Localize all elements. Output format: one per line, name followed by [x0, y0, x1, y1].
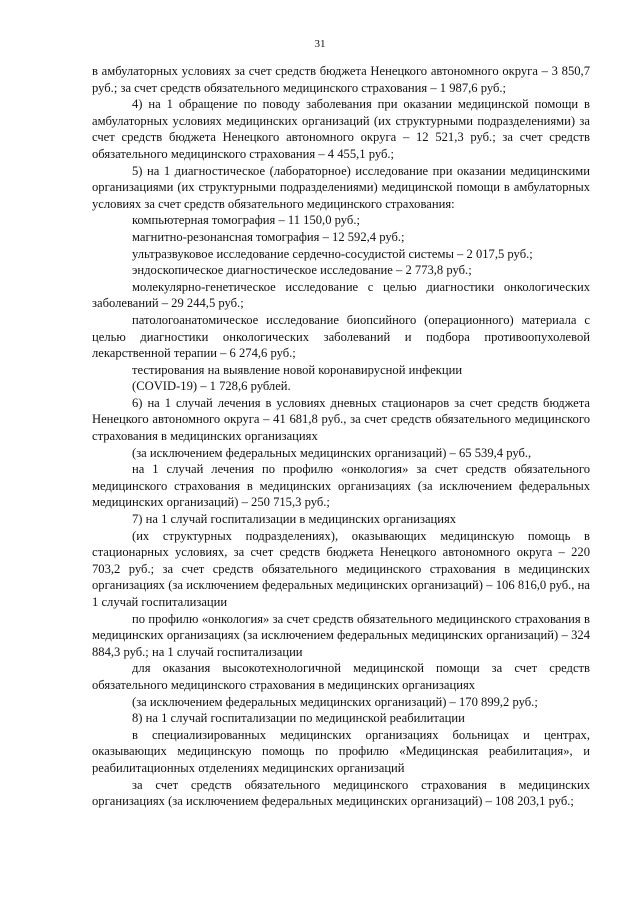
- paragraph: эндоскопическое диагностическое исследование – 2 773,8 руб.;: [132, 263, 472, 278]
- paragraph: компьютерная томография – 11 150,0 руб.;: [132, 213, 360, 228]
- paragraph: для оказания высокотехнологичной медицинской помощи за счет средств обязательного медицинского страхования в медицинских организациях: [92, 661, 590, 692]
- paragraph: (за исключением федеральных медицинских организаций) – 170 899,2 руб.;: [132, 694, 538, 709]
- paragraph: по профилю «онкология» за счет средств обязательного медицинского страхования в медицинских организациях (за исключением федеральных медицинских организаций) – 324 884,3 руб.; на 1 случай госпитализации: [92, 611, 590, 659]
- paragraph: патологоанатомическое исследование биопсийного (операционного) материала с целью диагностики онкологических заболеваний и подбора противоопухолевой лекарственной терапии – 6 274,6 руб.;: [92, 312, 590, 361]
- document-body: [92, 63, 590, 810]
- paragraph: тестирования на выявление новой коронавирусной инфекции: [132, 362, 463, 377]
- paragraph: 4) на 1 обращение по поводу заболевания при оказании медицинской помощи в амбулаторных условиях медицинских организаций (их структурными подразделениями) за счет средств бюджета Ненецкого автономного округа – 12 521,3 руб.; за счет средств обязательного медицинского страхования – 4 455,1 руб.;: [92, 97, 590, 161]
- paragraph: 8) на 1 случай госпитализации по медицинской реабилитации: [132, 711, 465, 726]
- paragraph: в амбулаторных условиях за счет средств бюджета Ненецкого автономного округа – 3 850,7 руб.; за счет средств обязательного медицинского страхования – 1 987,6 руб.;: [92, 64, 590, 95]
- paragraph: (COVID-19) – 1 728,6 рублей.: [132, 379, 291, 394]
- paragraph: 5) на 1 диагностическое (лабораторное) исследование при оказании медицинскими организациями (их структурными подразделениями) медицинской помощи в амбулаторных условиях за счет средств обязательного медицинского страхования:: [92, 163, 590, 211]
- paragraph: на 1 случай лечения по профилю «онкология» за счет средств обязательного медицинского страхования в медицинских организациях (за исключением федеральных медицинских организаций) – 250 715,3 руб.;: [92, 462, 590, 510]
- page-number: 31: [314, 38, 326, 50]
- paragraph: молекулярно-генетическое исследование с целью диагностики онкологических заболеваний – 29 244,5 руб.;: [92, 279, 590, 311]
- paragraph: (их структурных подразделениях), оказывающих медицинскую помощь в стационарных условиях, за счет средств бюджета Ненецкого автономного округа – 220 703,2 руб.; за счет средств обязательного медицинского страхования в медицинских организациях (за исключением федеральных медицинских организаций) – 106 816,0 руб., на 1 случай госпитализации: [92, 528, 590, 609]
- paragraph: ультразвуковое исследование сердечно-сосудистой системы – 2 017,5 руб.;: [132, 246, 533, 261]
- paragraph: в специализированных медицинских организациях больницах и центрах, оказывающих медицинскую помощь по профилю «Медицинская реабилитация», и реабилитационных отделениях медицинских организаций: [92, 727, 590, 775]
- paragraph: магнитно-резонансная томография – 12 592,4 руб.;: [132, 229, 405, 244]
- paragraph: 7) на 1 случай госпитализации в медицинских организациях: [132, 512, 457, 527]
- paragraph: (за исключением федеральных медицинских организаций) – 65 539,4 руб.,: [132, 445, 532, 460]
- paragraph: за счет средств обязательного медицинского страхования в медицинских организациях (за исключением федеральных медицинских организаций) – 108 203,1 руб.;: [92, 777, 590, 809]
- paragraph: 6) на 1 случай лечения в условиях дневных стационаров за счет средств бюджета Ненецкого автономного округа – 41 681,8 руб., за счет средств обязательного медицинского страхования в медицинских организациях: [92, 395, 590, 444]
